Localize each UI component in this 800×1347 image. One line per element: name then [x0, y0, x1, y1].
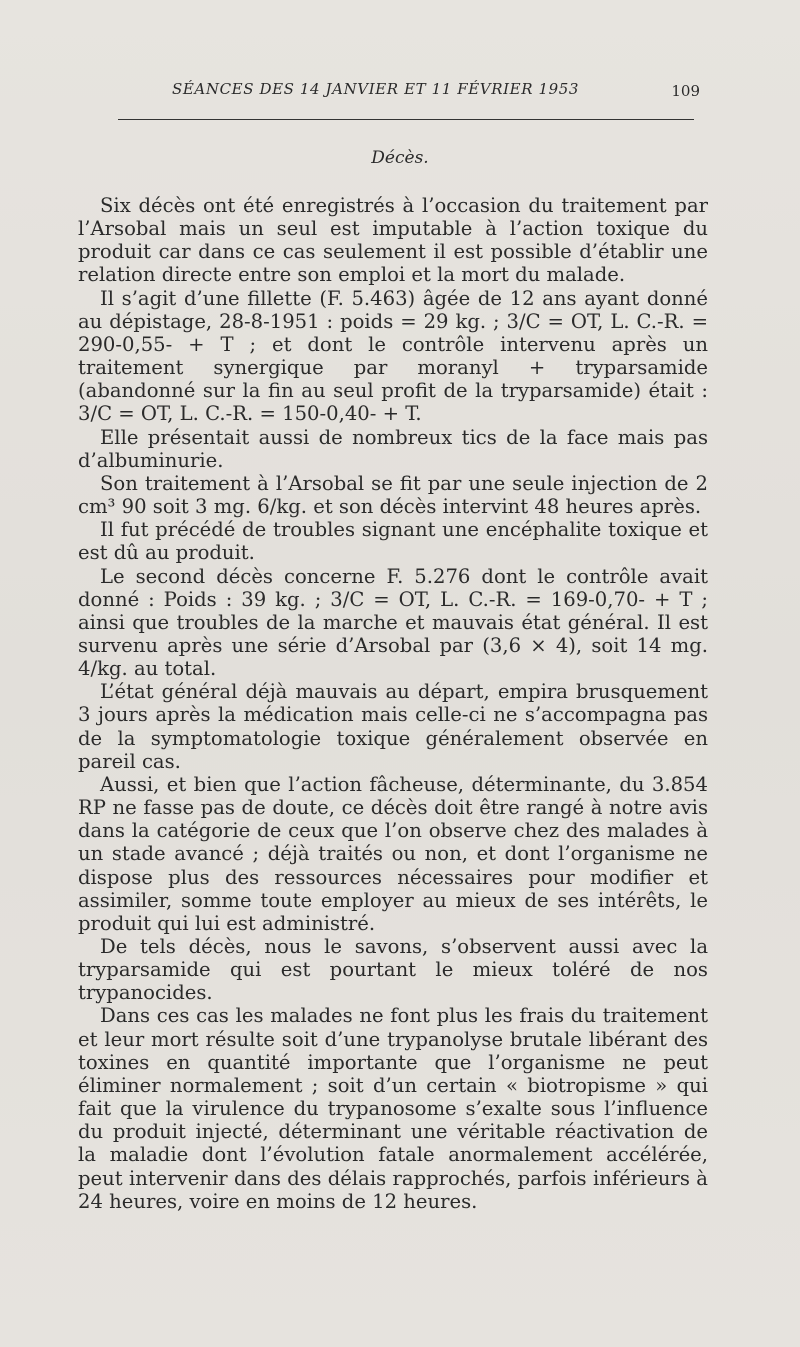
paragraph: L’état général déjà mauvais au départ, empira brusquement 3 jours après la médication mais celle-ci ne s’accompagna pas de la symptomatologie toxique généralement observée en pareil cas.: [78, 680, 708, 773]
paragraph: Son traitement à l’Arsobal se fit par une seule injection de 2 cm³ 90 soit 3 mg. 6/kg. et son décès intervint 48 heures après.: [78, 471, 708, 519]
paragraph: Dans ces cas les malades ne font plus les frais du traitement et leur mort résulte soit d’une trypanolyse brutale libérant des toxines en quantité importante que l’organisme ne peut éliminer normalement ; soit d’un certain « biotropisme » qui fait que la virulence du trypanosome s’exalte sous l’influence du produit injecté, déterminant une véritable réactivation de la maladie dont l’évolution fatale anormalement accélérée, peut intervenir dans des délais rapprochés, parfois inférieurs à 24 heures, voire en moins de 12 heures.: [78, 1004, 708, 1213]
paragraph: Il s’agit d’une fillette (F. 5.463) âgée de 12 ans ayant donné au dépistage, 28-8-1951 : poids = 29 kg. ; 3/C = OT, L. C.-R. = 290-0,55- + T ; et dont le contrôle intervenu après un traitement synergique par moranyl + tryparsamide (abandonné sur la fin au seul profit de la tryparsamide) était : 3/C = OT, L. C.-R. = 150-0,40- + T.: [78, 286, 708, 426]
section-title: Décès.: [371, 148, 429, 168]
body-text: [78, 188, 708, 1213]
paragraph: Il fut précédé de troubles signant une encéphalite toxique et est dû au produit.: [78, 518, 708, 565]
paragraph: Le second décès concerne F. 5.276 dont le contrôle avait donné : Poids : 39 kg. ; 3/C = OT, L. C.-R. = 169-0,70- + T ; ainsi que troubles de la marche et mauvais état général. Il est survenu après une série d’Arsobal par (3,6 × 4), soit 14 mg. 4/kg. au total.: [78, 564, 708, 681]
header-rule: [118, 119, 694, 120]
paragraph: Aussi, et bien que l’action fâcheuse, déterminante, du 3.854 RP ne fasse pas de doute, ce décès doit être rangé à notre avis dans la catégorie de ceux que l’on observe chez des malades à un stade avancé ; déjà traités ou non, et dont l’organisme ne dispose plus des ressources nécessaires pour modifier et assimiler, somme toute employer au mieux de ses intérêts, le produit qui lui est administré.: [78, 772, 708, 935]
paragraph: De tels décès, nous le savons, s’observent aussi avec la tryparsamide qui est pourtant le mieux toléré de nos trypanocides.: [78, 935, 708, 1005]
page-number: 109: [671, 82, 700, 100]
page-header: [120, 80, 700, 108]
paragraph: Six décès ont été enregistrés à l’occasion du traitement par l’Arsobal mais un seul est imputable à l’action toxique du produit car dans ce cas seulement il est possible d’établir une relation directe entre son emploi et la mort du malade.: [78, 194, 708, 287]
running-title: SÉANCES DES 14 JANVIER ET 11 FÉVRIER 1953: [172, 80, 580, 98]
paragraph: Elle présentait aussi de nombreux tics de la face mais pas d’albuminurie.: [78, 425, 708, 472]
